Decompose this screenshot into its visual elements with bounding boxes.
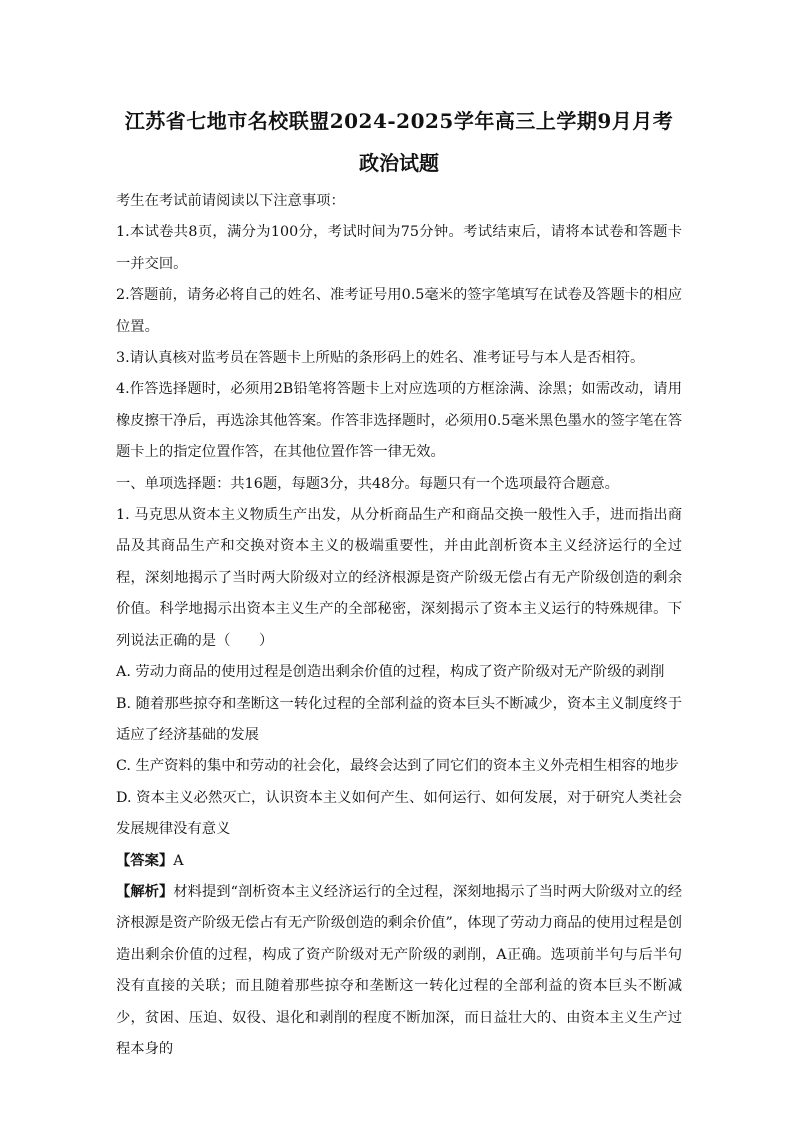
answer-value: A (173, 852, 184, 869)
question-stem: 1. 马克思从资本主义物质生产出发，从分析商品生产和商品交换一般性入手，进而指出商品及其商品生产和交换对资本主义的极端重要性，并由此剖析资本主义经济运行的全过程，深刻地揭示了当时两大阶级对立的经济根源是资产阶级无偿占有无产阶级创造的剩余价值。科学地揭示出资本主义生产的全部秘密，深刻揭示了资本主义运行的特殊规律。下列说法正确的是（ ） (116, 507, 682, 649)
analysis-paragraph (116, 877, 682, 1065)
option-b: B. 随着那些掠夺和垄断这一转化过程的全部利益的资本巨头不断减少，资本主义制度终于适应了经济基础的发展 (116, 695, 682, 743)
option-c: C. 生产资料的集中和劳动的社会化，最终会达到了同它们的资本主义外壳相生相容的地步 (116, 758, 679, 775)
analysis-tag: 【解析】 (116, 883, 174, 900)
notice-item-3: 3.请认真核对监考员在答题卡上所贴的条形码上的姓名、准考证号与本人是否相符。 (116, 350, 645, 367)
page-subtitle: 政治试题 (359, 151, 439, 175)
notice-item-4: 4.作答选择题时，必须用2B铅笔将答题卡上对应选项的方框涂满、涂黑；如需改动，请用橡皮擦干净后，再选涂其他答案。作答非选择题时，必须用0.5毫米黑色墨水的签字笔在答题卡上的指定位置作答，在其他位置作答一律无效。 (116, 381, 683, 461)
answer-line (116, 846, 682, 877)
notice-item-1: 1.本试卷共8页，满分为100分，考试时间为75分钟。考试结束后，请将本试卷和答题卡一并交回。 (116, 224, 682, 272)
notice-heading: 考生在考试前请阅读以下注意事项： (116, 193, 345, 209)
analysis-text: 材料提到“剖析资本主义经济运行的全过程，深刻地揭示了当时两大阶级对立的经济根源是资产阶级无偿占有无产阶级创造的剩余价值”，体现了劳动力商品的使用过程是创造出剩余价值的过程，构成了资产阶级对无产阶级的剥削，A正确。选项前半句与后半句没有直接的关联；而且随着那些掠夺和垄断这一转化过程的全部利益的资本巨头不断减少，贫困、压迫、奴役、退化和剥削的程度不断加深，而日益壮大的、由资本主义生产过程本身的 (116, 883, 683, 1057)
section-heading: 一、单项选择题：共16题，每题3分，共48分。每题只有一个选项最符合题意。 (116, 475, 619, 492)
option-d: D. 资本主义必然灭亡，认识资本主义如何产生、如何运行、如何发展，对于研究人类社会发展规律没有意义 (116, 789, 682, 838)
notice-item-2: 2.答题前，请务必将自己的姓名、准考证号用0.5毫米的签字笔填写在试卷及答题卡的相应位置。 (116, 287, 682, 335)
page-title: 江苏省七地市名校联盟2024-2025学年高三上学期9月月考 (124, 109, 674, 133)
answer-tag: 【答案】 (116, 852, 174, 869)
option-a: A. 劳动力商品的使用过程是创造出剩余价值的过程，构成了资产阶级对无产阶级的剥削 (116, 664, 665, 681)
